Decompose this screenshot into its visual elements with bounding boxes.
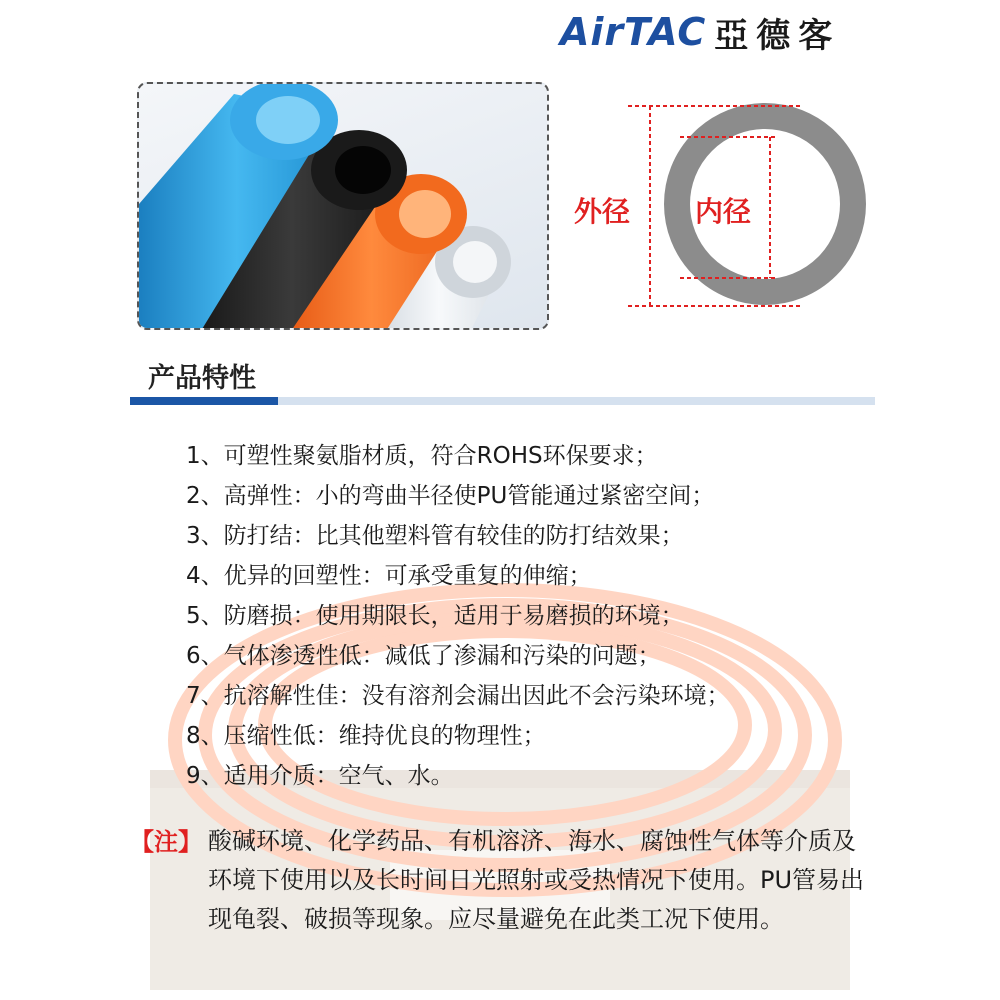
feature-item: 5、防磨损：使用期限长，适用于易磨损的环境； [186,603,684,629]
brand-logo-latin: AirTAC [560,10,707,54]
note-text: 酸碱环境、化学药品、有机溶济、海水、腐蚀性气体等介质及环境下使用以及长时间日光照射或受热情况下使用。PU管易出现龟裂、破损等现象。应尽量避免在此类工况下使用。 [208,827,865,933]
feature-item: 9、适用介质：空气、水。 [186,763,454,789]
feature-item: 8、压缩性低：维持优良的物理性； [186,723,546,749]
feature-item: 7、抗溶解性佳：没有溶剂会漏出因此不会污染环境； [186,683,730,709]
tubes-illustration [139,84,549,330]
inner-diameter-label: 内径 [695,195,752,228]
feature-item: 1、可塑性聚氨脂材质，符合ROHS环保要求； [186,443,658,469]
feature-item: 6、气体渗透性低：减低了渗漏和污染的问题； [186,643,661,669]
brand-logo [560,10,840,54]
feature-item: 3、防打结：比其他塑料管有较佳的防打结效果； [186,523,684,549]
feature-list [186,436,730,796]
product-photo [137,82,549,330]
section-divider [130,397,875,405]
brand-logo-cjk: 亞德客 [714,15,841,56]
feature-item: 4、优异的回塑性：可承受重复的伸缩； [186,563,592,589]
outer-diameter-label: 外径 [574,195,631,228]
section-title: 产品特性 [148,363,256,394]
note-label: 【注】 [130,828,202,856]
feature-item: 2、高弹性：小的弯曲半径使PU管能通过紧密空间； [186,483,715,509]
diameter-diagram [560,92,890,322]
